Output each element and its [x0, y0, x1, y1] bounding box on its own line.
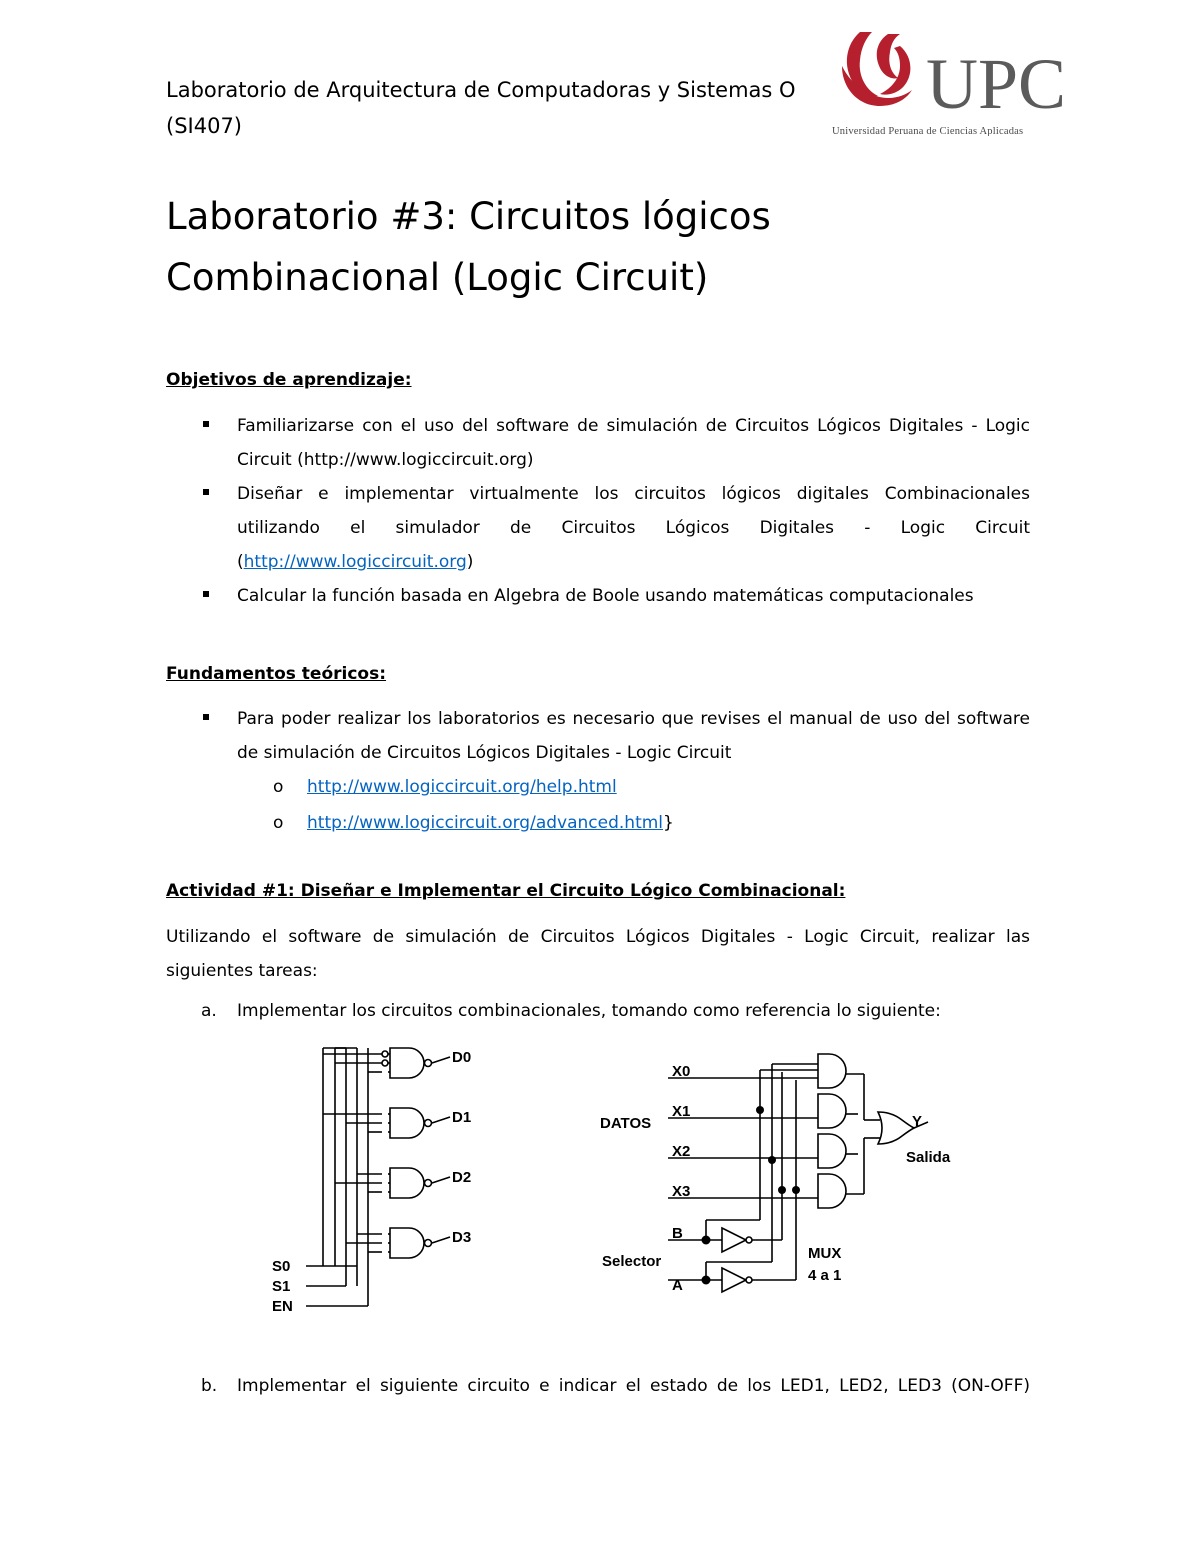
mux-and-gate — [818, 1094, 846, 1128]
fundamentals-heading: Fundamentos teóricos: — [166, 664, 387, 684]
objective-item-1-line1: Familiarizarse con el uso del software de simulación de Circuitos Lógicos Digitales - Logic — [237, 416, 1030, 436]
decoder-gates — [323, 1048, 450, 1258]
upc-logo — [830, 26, 1092, 136]
objective-item-2 — [166, 477, 1030, 579]
bullet-icon — [203, 591, 209, 597]
decoder-2to4-diagram — [268, 1040, 498, 1320]
task-b-marker: b. — [201, 1376, 218, 1396]
logo-subtitle: Universidad Peruana de Ciencias Aplicadas — [832, 126, 1024, 136]
page-title-line1: Laboratorio #3: Circuitos lógicos — [166, 195, 771, 238]
bullet-icon — [203, 489, 209, 495]
mux-selector-caption: Selector — [602, 1253, 662, 1270]
junction-dot — [702, 1236, 711, 1245]
decoder-input-label: S1 — [272, 1278, 291, 1295]
sub-bullet-marker: o — [273, 813, 284, 833]
course-header-line2: (SI407) — [166, 114, 242, 138]
objectives-list — [166, 409, 1030, 613]
mux-or-gate — [878, 1112, 914, 1144]
decoder-and-gate — [390, 1108, 424, 1138]
upc-logo-graphic — [830, 26, 1092, 136]
mux-data-label: X1 — [672, 1103, 691, 1120]
mux-data-label: X3 — [672, 1183, 691, 1200]
objective-item-3 — [166, 579, 1030, 613]
paren-open: ( — [237, 552, 244, 572]
junction-dot — [756, 1106, 764, 1114]
decoder-and-gate — [390, 1048, 424, 1078]
task-a-marker: a. — [201, 1001, 217, 1021]
output-wire — [432, 1237, 450, 1243]
logo-text: UPC — [926, 44, 1067, 124]
mux-title-line2: 4 a 1 — [808, 1267, 842, 1284]
page-title — [166, 186, 986, 308]
activity-intro-line1: Utilizando el software de simulación de Circuitos Lógicos Digitales - Logic Circuit, realizar las — [166, 927, 1030, 947]
fundamental-item-1-line1: Para poder realizar los laboratorios es necesario que revises el manual de uso del software — [237, 709, 1030, 729]
mux-datos-label: DATOS — [600, 1115, 652, 1132]
decoder-input-label: EN — [272, 1298, 293, 1315]
fundamentals-list — [166, 702, 1030, 770]
decoder-output-label: D2 — [452, 1169, 472, 1186]
logiccircuit-link[interactable]: http://www.logiccircuit.org — [243, 552, 467, 572]
brace-suffix: } — [663, 813, 674, 833]
help-link[interactable]: http://www.logiccircuit.org/help.html — [307, 777, 617, 797]
bullet-icon — [203, 714, 209, 720]
output-wire — [432, 1117, 450, 1123]
decoder-output-label: D3 — [452, 1229, 472, 1246]
mux-output-label: Y — [912, 1113, 923, 1130]
objective-item-2-line3 — [237, 545, 1030, 579]
objective-item-3-text: Calcular la función basada en Algebra de Boole usando matemáticas computacionales — [237, 586, 974, 606]
fundamental-item-1 — [166, 702, 1030, 770]
paren-close: ) — [466, 552, 474, 572]
fundamental-item-1-line2: de simulación de Circuitos Lógicos Digitales - Logic Circuit — [237, 743, 732, 763]
mux-and-gate — [818, 1174, 846, 1208]
activity-intro — [166, 920, 1030, 988]
inverter-bubble — [425, 1060, 432, 1067]
objectives-heading: Objetivos de aprendizaje: — [166, 370, 412, 390]
input-bubble — [382, 1051, 388, 1057]
inverter-bubble — [746, 1277, 752, 1283]
task-b-text: Implementar el siguiente circuito e indicar el estado de los LED1, LED2, LED3 (ON-OFF) — [237, 1376, 1030, 1396]
activity-heading: Actividad #1: Diseñar e Implementar el Circuito Lógico Combinacional: — [166, 881, 846, 901]
mux-data-label: X0 — [672, 1063, 691, 1080]
junction-dot — [792, 1186, 800, 1194]
decoder-input-label: S0 — [272, 1258, 291, 1275]
objective-item-2-line2: utilizando el simulador de Circuitos Lógicos Digitales - Logic Circuit — [237, 518, 1030, 538]
inverter-bubble — [425, 1120, 432, 1127]
input-bubble — [382, 1060, 388, 1066]
mux-selector-label: A — [672, 1277, 683, 1294]
advanced-link[interactable]: http://www.logiccircuit.org/advanced.html — [307, 813, 664, 833]
page-title-line2: Combinacional (Logic Circuit) — [166, 256, 709, 299]
activity-intro-line2: siguientes tareas: — [166, 961, 318, 981]
objective-item-1 — [166, 409, 1030, 477]
objective-item-2-line1: Diseñar e implementar virtualmente los circuitos lógicos digitales Combinacionales — [237, 484, 1030, 504]
decoder-and-gate — [390, 1168, 424, 1198]
mux-title-line1: MUX — [808, 1245, 842, 1262]
junction-dot — [768, 1156, 776, 1164]
decoder-output-label: D0 — [452, 1049, 472, 1066]
help-link-item — [273, 770, 617, 804]
mux-data-label: X2 — [672, 1143, 691, 1160]
inverter-bubble — [425, 1240, 432, 1247]
mux-selector-label: B — [672, 1225, 683, 1242]
mux-salida-label: Salida — [906, 1149, 951, 1166]
course-header-line1: Laboratorio de Arquitectura de Computadoras y Sistemas O — [166, 78, 796, 102]
mux-and-gate — [818, 1134, 846, 1168]
inverter-gate — [722, 1228, 746, 1252]
task-a-text: Implementar los circuitos combinacionales, tomando como referencia lo siguiente: — [237, 1001, 941, 1021]
objective-item-1-line2: Circuit (http://www.logiccircuit.org) — [237, 450, 534, 470]
decoder-output-label: D1 — [452, 1109, 472, 1126]
sub-bullet-marker: o — [273, 777, 284, 797]
output-wire — [432, 1177, 450, 1183]
mux-and-gate — [818, 1054, 846, 1088]
inverter-bubble — [425, 1180, 432, 1187]
advanced-link-item — [273, 806, 674, 840]
inverter-gate — [722, 1268, 746, 1292]
mux-4to1-diagram — [596, 1050, 966, 1315]
decoder-and-gate — [390, 1228, 424, 1258]
inverter-bubble — [746, 1237, 752, 1243]
junction-dot — [778, 1186, 786, 1194]
output-wire — [432, 1057, 450, 1063]
bullet-icon — [203, 421, 209, 427]
junction-dot — [702, 1276, 711, 1285]
course-header — [166, 72, 846, 144]
